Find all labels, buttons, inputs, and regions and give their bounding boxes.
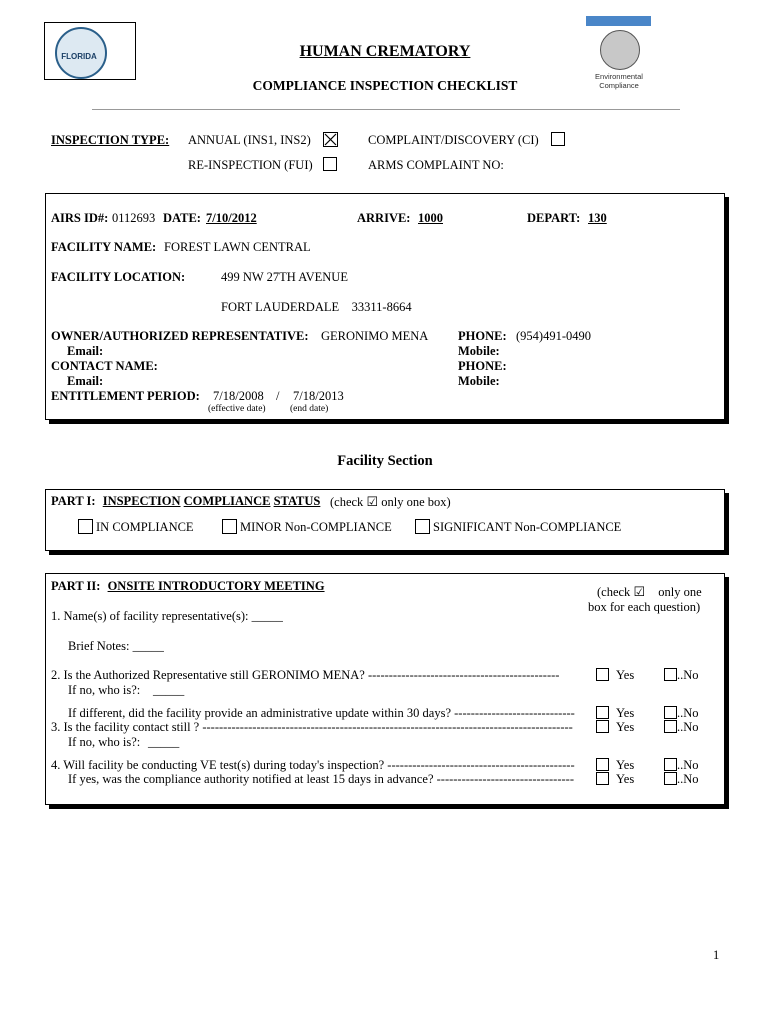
checked-box-icon: ☑ <box>366 494 379 509</box>
part1-check-instruction: (check ☑ only one box) <box>330 494 451 509</box>
owner-label: OWNER/AUTHORIZED REPRESENTATIVE: <box>51 329 309 343</box>
q2-followup: If no, who is?: <box>68 683 141 697</box>
minor-noncompliance-label: MINOR Non-COMPLIANCE <box>240 520 392 534</box>
address-line1: 499 NW 27TH AVENUE <box>221 270 348 284</box>
opt-complaint-label: COMPLAINT/DISCOVERY (CI) <box>368 133 539 147</box>
q2-no-label: ..No <box>677 668 699 682</box>
facility-name-value: FOREST LAWN CENTRAL <box>164 240 311 254</box>
owner-value: GERONIMO MENA <box>321 329 429 343</box>
q4b-no-label: ..No <box>677 772 699 786</box>
checked-box-icon: ☑ <box>633 584 646 599</box>
q2-yes-label: Yes <box>616 668 635 682</box>
depart-value: 130 <box>588 211 607 225</box>
facility-location-label: FACILITY LOCATION: <box>51 270 186 284</box>
phone-value: (954)491-0490 <box>516 329 591 343</box>
significant-noncompliance-label: SIGNIFICANT Non-COMPLIANCE <box>433 520 622 534</box>
arrive-label: ARRIVE: <box>357 211 411 225</box>
q2-yes-checkbox[interactable] <box>596 668 609 681</box>
title-human-crematory: HUMAN CREMATORY <box>299 43 471 60</box>
q4b-text: If yes, was the compliance authority notified at least 15 days in advance? --------------------------------- <box>68 772 574 786</box>
q2-no-checkbox[interactable] <box>664 668 677 681</box>
q3-no-label: ..No <box>677 720 699 734</box>
significant-noncompliance-checkbox[interactable] <box>415 519 430 534</box>
mobile-label: Mobile: <box>458 344 500 358</box>
entitlement-start: 7/18/2008 <box>213 389 264 403</box>
address-line2: FORT LAUDERDALE 33311-8664 <box>221 300 412 314</box>
q4-yes-checkbox[interactable] <box>596 758 609 771</box>
entitlement-separator: / <box>276 389 280 403</box>
q4-text: 4. Will facility be conducting VE test(s) during today's inspection? --------------------------------------------- <box>51 758 575 772</box>
q4-yes-label: Yes <box>616 758 635 772</box>
opt-reinspection-label: RE-INSPECTION (FUI) <box>188 158 313 172</box>
date-label: DATE: <box>163 211 201 225</box>
logo-left-text: FLORIDA <box>61 52 97 61</box>
x-mark-icon <box>324 133 337 146</box>
entitlement-label: ENTITLEMENT PERIOD: <box>51 389 200 403</box>
entitlement-end: 7/18/2013 <box>293 389 344 403</box>
end-date-caption: (end date) <box>290 404 329 414</box>
title-checklist: COMPLIANCE INSPECTION CHECKLIST <box>252 78 518 93</box>
part2-title: PART II: ONSITE INTRODUCTORY MEETING <box>51 579 325 593</box>
q3a-yes-checkbox[interactable] <box>596 706 609 719</box>
phone-label: PHONE: <box>458 329 507 343</box>
facility-section-title: Facility Section <box>337 453 433 469</box>
divider <box>92 109 680 110</box>
q3-followup: If no, who is?: <box>68 735 141 749</box>
contact-name-label: CONTACT NAME: <box>51 359 158 373</box>
part2-check-note-line2: box for each question) <box>588 600 701 614</box>
q3-followup-blank: _____ <box>148 735 180 749</box>
q3-yes-checkbox[interactable] <box>596 720 609 733</box>
contact-email-label: Email: <box>67 374 104 388</box>
annual-checkbox[interactable] <box>323 132 338 147</box>
ec-logo-text: Environmental Compliance <box>595 72 643 90</box>
effective-date-caption: (effective date) <box>208 404 266 414</box>
opt-annual-label: ANNUAL (INS1, INS2) <box>188 133 311 147</box>
airs-id-label: AIRS ID#: <box>51 211 109 225</box>
ec-color-bar <box>586 16 651 26</box>
inspection-type-label: INSPECTION TYPE: <box>51 133 170 147</box>
q3-text: 3. Is the facility contact still ? ----------------------------------------------------------------------------------------- <box>51 720 573 734</box>
q4b-no-checkbox[interactable] <box>664 772 677 785</box>
contact-mobile-label: Mobile: <box>458 374 500 388</box>
q3-yes-label: Yes <box>616 720 635 734</box>
contact-phone-label: PHONE: <box>458 359 507 373</box>
q1-text: 1. Name(s) of facility representative(s): _____ <box>51 609 283 623</box>
airs-id-value: 0112693 <box>112 211 156 225</box>
date-value: 7/10/2012 <box>206 211 257 225</box>
q3a-no-label: ..No <box>677 706 699 720</box>
depart-label: DEPART: <box>527 211 581 225</box>
in-compliance-checkbox[interactable] <box>78 519 93 534</box>
q3a-yes-label: Yes <box>616 706 635 720</box>
reinspection-checkbox[interactable] <box>323 157 337 171</box>
q3a-no-checkbox[interactable] <box>664 706 677 719</box>
part1-title: PART I: INSPECTION COMPLIANCE STATUS <box>51 494 321 508</box>
q2-followup-blank: _____ <box>153 683 185 697</box>
q3-no-checkbox[interactable] <box>664 720 677 733</box>
q4-no-label: ..No <box>677 758 699 772</box>
facility-name-label: FACILITY NAME: <box>51 240 157 254</box>
q4b-yes-label: Yes <box>616 772 635 786</box>
q4-no-checkbox[interactable] <box>664 758 677 771</box>
page-number: 1 <box>713 948 720 962</box>
part2-check-note: (check ☑ only one <box>597 584 702 599</box>
arrive-value: 1000 <box>418 211 443 225</box>
in-compliance-label: IN COMPLIANCE <box>96 520 194 534</box>
arms-complaint-label: ARMS COMPLAINT NO: <box>368 158 504 172</box>
complaint-checkbox[interactable] <box>551 132 565 146</box>
q4b-yes-checkbox[interactable] <box>596 772 609 785</box>
minor-noncompliance-checkbox[interactable] <box>222 519 237 534</box>
brief-notes: Brief Notes: _____ <box>68 639 164 653</box>
email-label: Email: <box>67 344 104 358</box>
q2-text: 2. Is the Authorized Representative still GERONIMO MENA? ---------------------------------------------- <box>51 668 560 682</box>
q3a-text: If different, did the facility provide an administrative update within 30 days? ----------------------------- <box>68 706 575 720</box>
